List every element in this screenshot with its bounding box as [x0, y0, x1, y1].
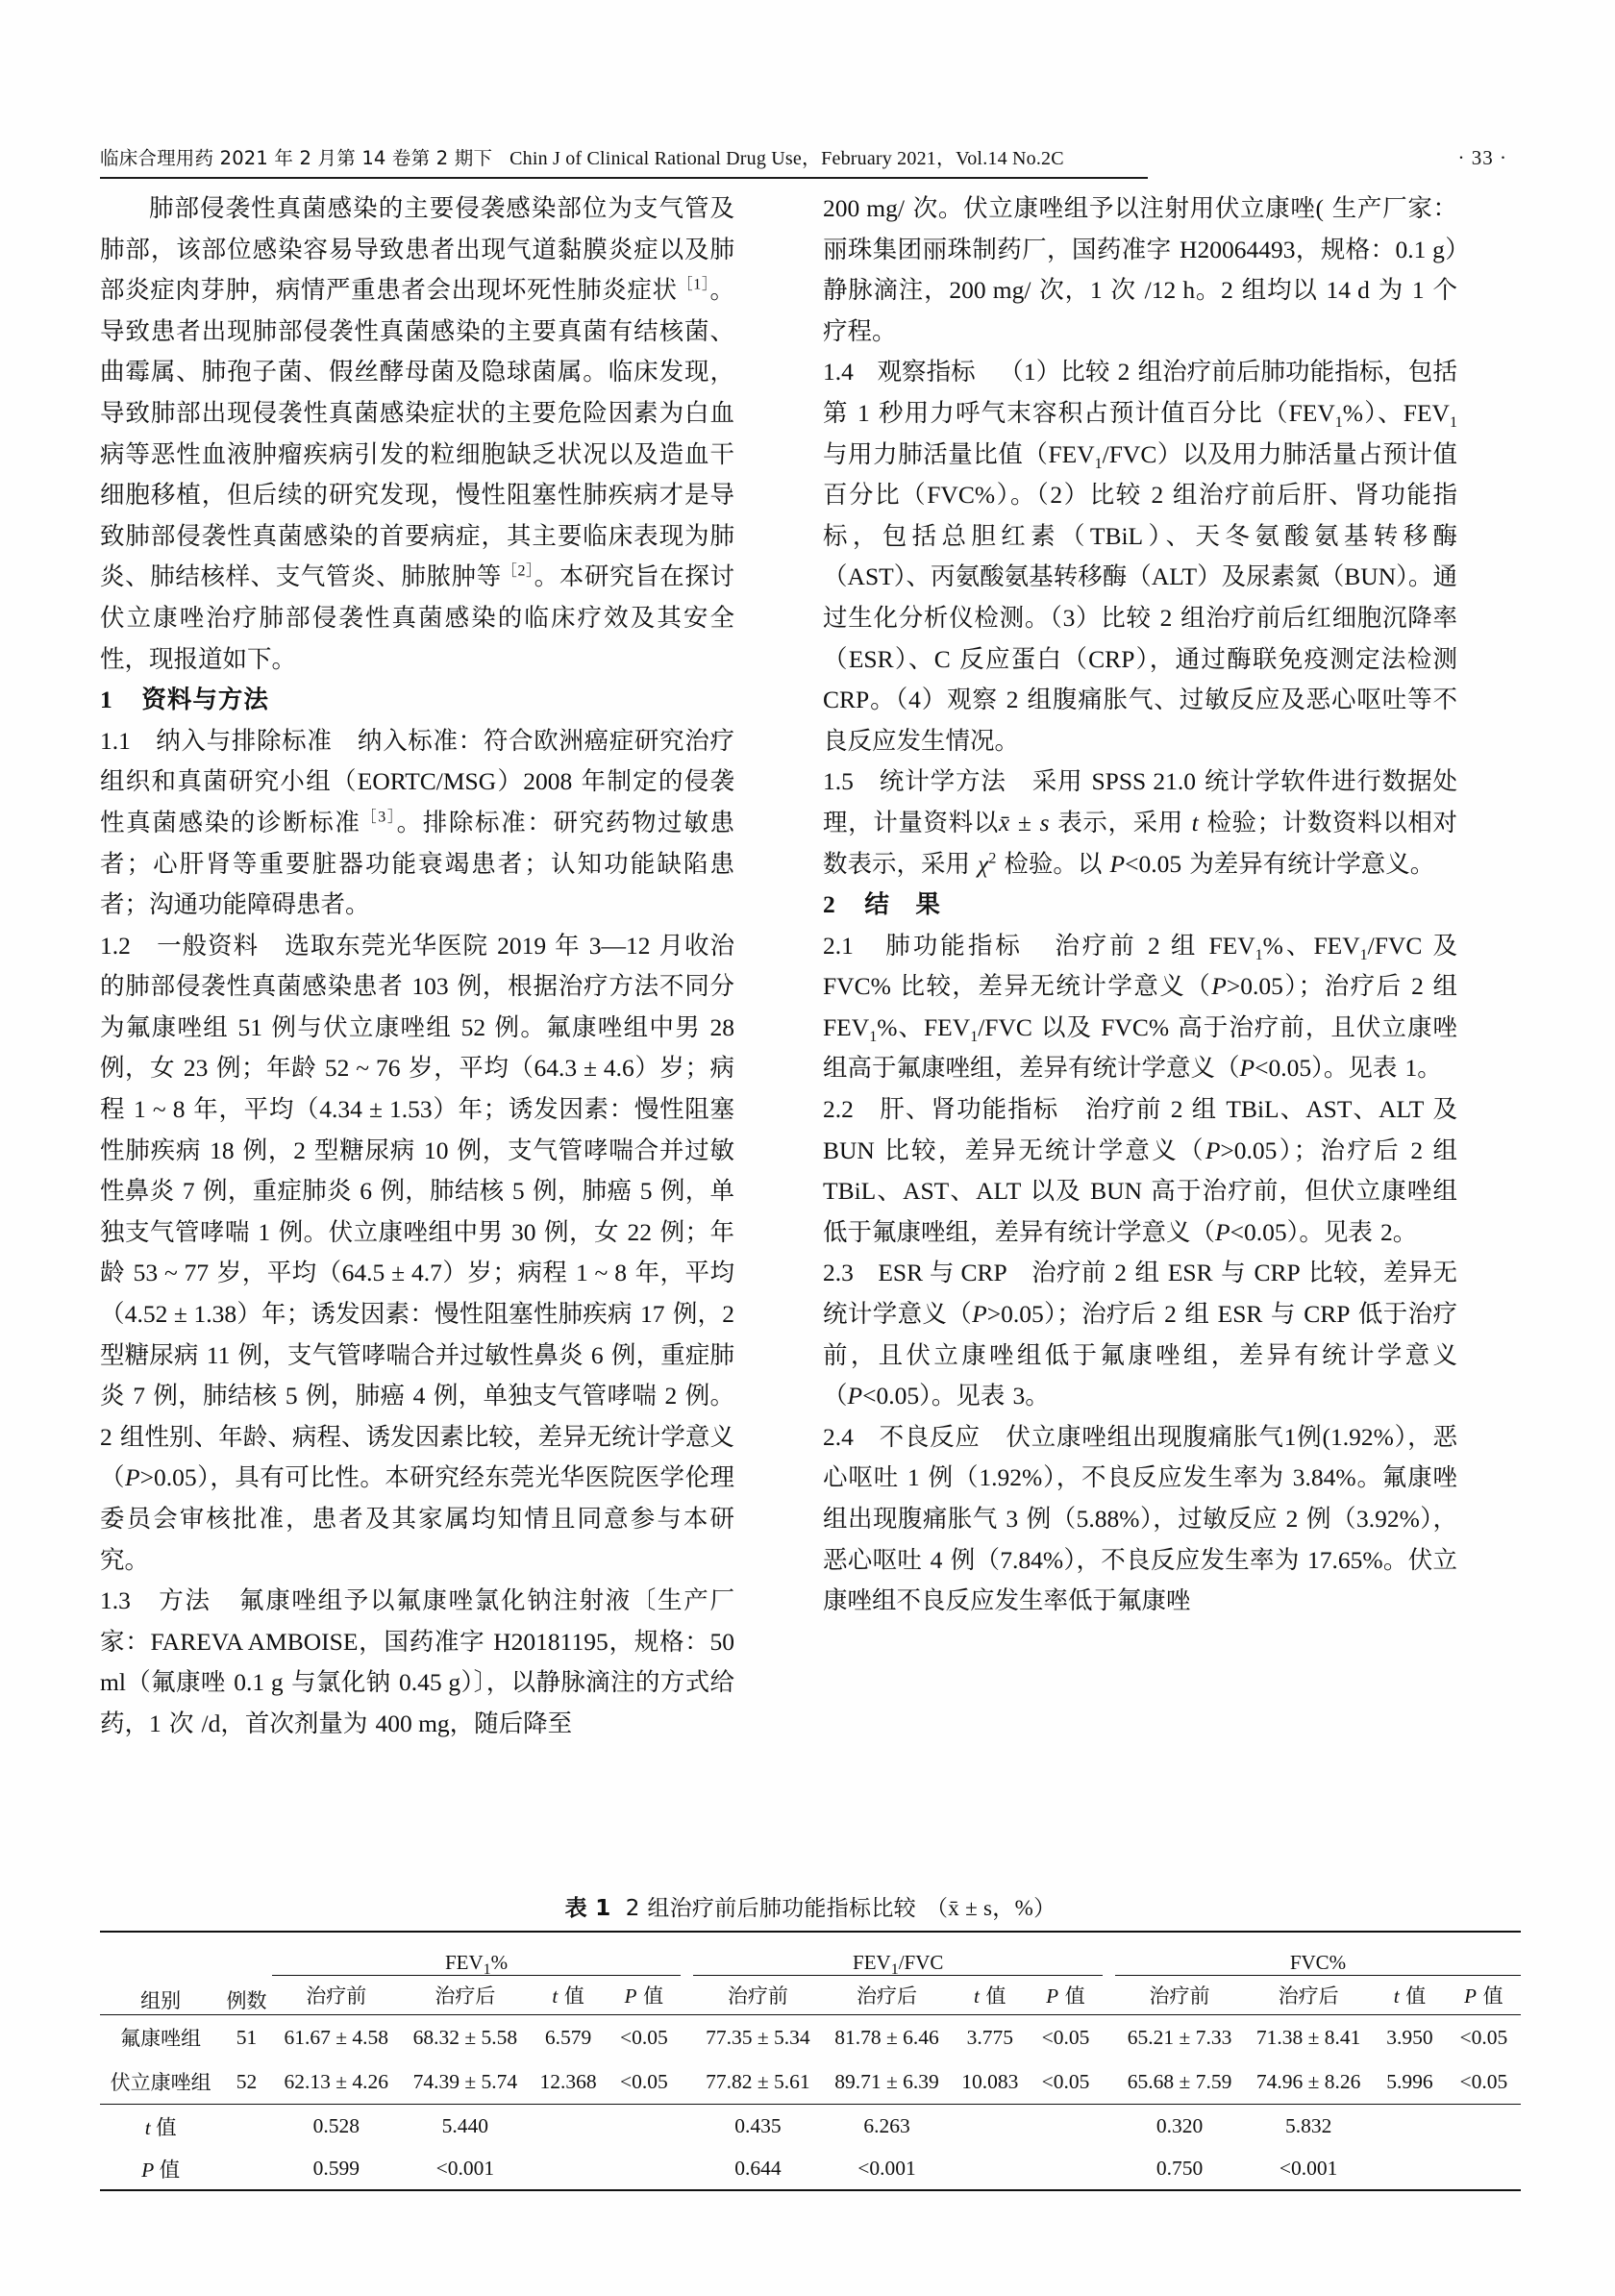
table-1-bottom-rule: [100, 2190, 1521, 2191]
table-1-subheader-fev1-pre: 治疗前: [306, 1984, 367, 2008]
table-1-row-0-fvc-p: <0.05: [1459, 2025, 1508, 2049]
table-1-caption: [100, 1890, 1521, 1922]
table-1-row-0-spacer-2: [1103, 2015, 1115, 2060]
table-row: [100, 2059, 1521, 2105]
table-1-header-group-row: [100, 1932, 1521, 1976]
table-1-row-0-fev1-t: 6.579: [544, 2025, 592, 2049]
table-1-caption-unit: （x̄ ± s，%）: [925, 1896, 1056, 1920]
table-1-header-sub-row: [100, 1976, 1521, 2015]
table-1-row-0-fev1-p: <0.05: [619, 2025, 668, 2049]
table-1: [100, 1931, 1521, 2191]
table-1-t-row-spacer-1: [681, 2105, 693, 2148]
table-1-p-row-fev1-t: [530, 2147, 607, 2190]
table-1-p-row-spacer-2: [1103, 2147, 1115, 2190]
table-1-header-fev1fvc: $FEV_1$/FVC: [693, 1932, 1103, 1976]
article-body: [100, 188, 1521, 1881]
column-left: [100, 188, 734, 1881]
table-1-row-0-ratio-pre: 77.35 ± 5.34: [706, 2025, 810, 2049]
table-row: [100, 2015, 1521, 2060]
paragraph-2-4: 2.4 不良反应 伏立康唑组出现腹痛胀气1例(1.92%），恶心呕吐 1 例（1.92%），不良反应发生率为 3.84%。氟康唑组出现腹痛胀气 3 例（5.88%），过敏反应 2 例（3.92%），恶心呕吐 4 例（7.84%），不良反应发生率为 17.65%。伏立康唑组不良反应发生率低于氟康唑: [823, 1422, 1458, 1616]
running-head-journal-en: Chin J of Clinical Rational Drug Use，February 2021，Vol.14 No.2C: [509, 148, 1064, 169]
table-1-header-group: 组别: [140, 1989, 182, 2012]
table-1-p-row-spacer-1: [681, 2147, 693, 2190]
table-1-p-row-fvc-t: [1373, 2147, 1447, 2190]
table-1-row-0-fev1-pre: 61.67 ± 4.58: [284, 2025, 389, 2049]
table-1-p-row-fev1-pre: 0.599: [312, 2156, 360, 2180]
table-1-row-0-fvc-pre: 65.21 ± 7.33: [1127, 2025, 1232, 2049]
table-1-p-row-fvc-p: [1447, 2147, 1521, 2190]
table-1-t-row-fev1-pre: 0.528: [312, 2113, 360, 2137]
table-1-subheader-ratio-p: P 值: [1046, 1984, 1085, 2008]
table-1-row-1-spacer-2: [1103, 2059, 1115, 2105]
table-1-t-row-fev1-p: [607, 2105, 681, 2148]
table-1-row-0-fvc-t: 3.950: [1386, 2025, 1433, 2049]
table-1-p-row-fvc-pre: 0.750: [1155, 2156, 1204, 2180]
table-1-subheader-fev1-p: P 值: [624, 1984, 664, 2008]
subsection-1-5-title: 统计学方法: [879, 767, 1006, 797]
table-1-caption-text: 2 组治疗前后肺功能指标比较: [625, 1896, 916, 1921]
subsection-1-2-title: 一般资料: [157, 931, 259, 961]
table-1-t-row-ratio-t: [952, 2105, 1029, 2148]
heading-section-1-title: 资料与方法: [141, 686, 269, 715]
table-1-caption-number: 表 1: [564, 1896, 611, 1921]
heading-section-1-number: 1: [100, 686, 113, 714]
table-1-p-row-ratio-p: [1029, 2147, 1103, 2190]
table-1-container: [100, 1890, 1521, 2191]
table-1-t-row-ratio-post: 6.263: [863, 2113, 910, 2137]
paragraph-1-1: 1.1 纳入与排除标准 纳入标准：符合欧洲癌症研究治疗组织和真菌研究小组（EORTC/MSG）2008 年制定的侵袭性真菌感染的诊断标准$^{[3]}$。排除标准：研究药物过敏患者；心肝肾等重要脏器功能衰竭患者；认知功能缺陷患者；沟通功能障碍患者。: [100, 726, 734, 920]
subsection-1-4-number: 1.4: [823, 358, 854, 387]
paragraph-1-5: 1.5 统计学方法 采用 SPSS 21.0 统计学软件进行数据处理，计量资料以x̄ ± s 表示，采用 t 检验；计数资料以相对数表示，采用 χ$^2$ 检验。以 P<0.05 为差异有统计学意义。: [823, 767, 1458, 879]
table-1-row-1-fev1-pre: 62.13 ± 4.26: [284, 2069, 389, 2093]
table-1-subheader-fvc-post: 治疗后: [1278, 1984, 1339, 2008]
table-1-p-row-fvc-post: <0.001: [1279, 2156, 1338, 2180]
heading-section-2-number: 2: [823, 890, 836, 919]
table-1-row-0-ratio-post: 81.78 ± 6.46: [834, 2025, 939, 2049]
paragraph-2-1: 2.1 肺功能指标 治疗前 2 组 $FEV_1\%$、$FEV_1$/FVC 及 FVC% 比较，差异无统计学意义（P>0.05）；治疗后 2 组 $FEV_1\%$、$FEV_1$/FVC 以及 FVC% 高于治疗前，且伏立康唑组高于氟康唑组，差异有统计学意义（P<0.05）。见表 1。: [823, 931, 1457, 1084]
heading-section-2: [823, 885, 1457, 926]
table-1-row-1-group: 伏立康唑组: [110, 2071, 211, 2094]
table-1-subheader-fvc-pre: 治疗前: [1149, 1984, 1210, 2008]
table-1-spacer-2: [1103, 1932, 1115, 1976]
table-1-p-row-fev1-p: [607, 2147, 681, 2190]
table-1-row-1-ratio-t: 10.083: [961, 2069, 1019, 2093]
table-row: [100, 2105, 1521, 2148]
table-1-row-0-fev1-post: 68.32 ± 5.58: [412, 2025, 518, 2049]
table-1-row-1-spacer-1: [681, 2059, 693, 2105]
table-1-subheader-fev1-post: 治疗后: [435, 1984, 496, 2008]
subsection-2-1-number: 2.1: [823, 931, 854, 960]
table-1-row-1-ratio-pre: 77.82 ± 5.61: [706, 2069, 810, 2093]
subsection-1-4-title: 观察指标: [877, 358, 976, 387]
running-head: [100, 142, 1513, 170]
running-head-journal-cn: 临床合理用药 2021 年 2 月第 14 卷第 2 期下: [100, 147, 493, 169]
table-1-t-row-fvc-p: [1447, 2105, 1521, 2148]
paragraph-2-3: 2.3 ESR 与 CRP 治疗前 2 组 ESR 与 CRP 比较，差异无统计学意义（P>0.05）；治疗后 2 组 ESR 与 CRP 低于治疗前，且伏立康唑组低于氟康唑组，差异有统计学意义（P<0.05）。见表 3。: [823, 1259, 1457, 1411]
table-1-row-1-ratio-post: 89.71 ± 6.39: [834, 2069, 939, 2093]
subsection-2-1-title: 肺功能指标: [885, 931, 1023, 961]
table-1-subheader-fev1-t: t 值: [552, 1984, 584, 2008]
table-1-t-row-label: t 值: [144, 2115, 177, 2139]
paragraph-introduction: 肺部侵袭性真菌感染的主要侵袭感染部位为支气管及肺部，该部位感染容易导致患者出现气道黏膜炎症以及肺部炎症肉芽肿，病情严重患者会出现坏死性肺炎症状$^{[1]}$。导致患者出现肺部侵袭性真菌感染的主要真菌有结核菌、曲霉属、肺孢子菌、假丝酵母菌及隐球菌属。临床发现，导致肺部出现侵袭性真菌感染症状的主要危险因素为白血病等恶性血液肿瘤疾病引发的粒细胞缺乏状况以及造血干细胞移植，但后续的研究发现，慢性阻塞性肺疾病才是导致肺部侵袭性真菌感染的首要病症，其主要临床表现为肺炎、肺结核样、支气管炎、肺脓肿等$^{[2]}$。本研究旨在探讨伏立康唑治疗肺部侵袭性真菌感染的临床疗效及其安全性，现报道如下。: [100, 194, 734, 674]
table-1-bottom-rule-row: [100, 2190, 1521, 2191]
table-1-row-1-n: 52: [236, 2069, 258, 2093]
table-1-header-fev1pct: $FEV_1\%$: [272, 1932, 682, 1976]
table-1-row-1-fvc-post: 74.96 ± 8.26: [1255, 2069, 1361, 2093]
table-1-row-1-fvc-t: 5.996: [1386, 2069, 1433, 2093]
table-1-spacer-4: [1103, 1976, 1115, 2015]
subsection-2-4-number: 2.4: [823, 1422, 854, 1451]
table-1-p-row-ratio-pre: 0.644: [734, 2156, 782, 2180]
table-1-t-row-fev1-t: [530, 2105, 607, 2148]
table-1-spacer-3: [681, 1976, 693, 2015]
paragraph-1-3: 1.3 方法 氟康唑组予以氟康唑氯化钠注射液〔生产厂家：FAREVA AMBOISE，国药准字 H20181195，规格：50 ml（氟康唑 0.1 g 与氯化钠 0.45 g）〕，以静脉滴注的方式给药，1 次 /d，首次剂量为 400 mg，随后降至: [100, 1586, 735, 1738]
subsection-1-2-number: 1.2: [100, 931, 131, 960]
subsection-2-4-title: 不良反应: [879, 1422, 981, 1452]
table-1-subheader-ratio-pre: 治疗前: [727, 1984, 788, 2008]
subsection-1-1-number: 1.1: [100, 726, 131, 755]
table-1-p-row-ratio-post: <0.001: [857, 2156, 916, 2180]
subsection-2-3-title: ESR 与 CRP: [878, 1259, 1007, 1287]
table-1-t-row-fvc-t: [1373, 2105, 1447, 2148]
table-1-t-row-ratio-pre: 0.435: [734, 2113, 782, 2137]
subsection-1-5-number: 1.5: [823, 767, 854, 796]
column-right: [823, 188, 1457, 1881]
table-1-p-row-label: P 值: [141, 2158, 181, 2182]
subsection-1-1-title: 纳入与排除标准: [156, 726, 333, 756]
table-1-subheader-fvc-t: t 值: [1393, 1984, 1427, 2008]
subsection-2-2-title: 肝、肾功能指标: [880, 1095, 1059, 1125]
table-1-p-row-n: [221, 2147, 271, 2190]
header-rule: [100, 177, 1148, 179]
table-1-t-row-spacer-2: [1103, 2105, 1115, 2148]
table-1-header-n: 例数: [226, 1989, 267, 2012]
table-1-row-1-ratio-p: <0.05: [1041, 2069, 1090, 2093]
page-number: · 33 ·: [1457, 146, 1507, 169]
table-1-row-0-ratio-p: <0.05: [1041, 2025, 1090, 2049]
subsection-2-2-number: 2.2: [823, 1095, 854, 1124]
table-1-spacer-1: [681, 1932, 693, 1976]
paragraph-2-2: 2.2 肝、肾功能指标 治疗前 2 组 TBiL、AST、ALT 及 BUN 比较，差异无统计学意义（P>0.05）；治疗后 2 组 TBiL、AST、ALT 以及 BUN 高于治疗前，但伏立康唑组低于氟康唑组，差异有统计学意义（P<0.05）。见表 2。: [823, 1095, 1457, 1247]
table-1-row-1-fvc-p: <0.05: [1459, 2069, 1508, 2093]
table-1-t-row-fvc-pre: 0.320: [1155, 2113, 1204, 2137]
subsection-1-3-number: 1.3: [100, 1586, 131, 1615]
paragraph-1-3-continued: 200 mg/ 次。伏立康唑组予以注射用伏立康唑( 生产厂家：丽珠集团丽珠制药厂，国药准字 H20064493，规格：0.1 g）静脉滴注，200 mg/ 次，1 次 /12 h。2 组均以 14 d 为 1 个疗程。: [823, 194, 1458, 346]
table-1-row-1-fvc-pre: 65.68 ± 7.59: [1127, 2069, 1232, 2093]
table-1-t-row-fev1-post: 5.440: [441, 2113, 489, 2137]
subsection-1-3-title: 方法: [159, 1586, 211, 1616]
table-1-t-row-ratio-p: [1029, 2105, 1103, 2148]
table-1-header-fvcpct: FVC%: [1115, 1932, 1521, 1976]
table-1-subheader-ratio-t: t 值: [973, 1984, 1006, 2008]
table-1-p-row-fev1-post: <0.001: [435, 2156, 495, 2180]
paragraph-1-4: 1.4 观察指标 （1）比较 2 组治疗前后肺功能指标，包括第 1 秒用力呼气末容积占预计值百分比$(FEV_1\%)$、$FEV_1$ 与用力肺活量比值$(FEV_1/FVC)$以及用力肺活量占预计值百分比（FVC%）。（2）比较 2 组治疗前后肝、肾功能指标，包括总胆红素（TBiL）、天冬氨酸氨基转移酶（AST）、丙氨酸氨基转移酶（ALT）及尿素氮（BUN）。通过生化分析仪检测。（3）比较 2 组治疗前后红细胞沉降率（ESR）、C 反应蛋白（CRP），通过酶联免疫测定法检测 CRP。（4）观察 2 组腹痛胀气、过敏反应及恶心呕吐等不良反应发生情况。: [823, 358, 1457, 756]
table-1-row-0-fvc-post: 71.38 ± 8.41: [1255, 2025, 1361, 2049]
table-1-row-1-fev1-post: 74.39 ± 5.74: [412, 2069, 518, 2093]
table-1-row-1-fev1-t: 12.368: [539, 2069, 597, 2093]
table-1-row-0-ratio-t: 3.775: [966, 2025, 1013, 2049]
table-1-subheader-ratio-post: 治疗后: [857, 1984, 917, 2008]
table-1-row-0-group: 氟康唑组: [120, 2027, 202, 2050]
running-head-citation: [100, 142, 1064, 170]
heading-section-1: [100, 680, 734, 721]
table-1-row-1-fev1-p: <0.05: [619, 2069, 668, 2093]
table-1-subheader-fvc-p: P 值: [1464, 1984, 1503, 2008]
table-1-row-0-n: 51: [236, 2025, 258, 2049]
subsection-2-3-number: 2.3: [823, 1259, 854, 1287]
table-1-p-row-ratio-t: [952, 2147, 1029, 2190]
table-1-t-row-n: [221, 2105, 271, 2148]
table-1-t-row-fvc-post: 5.832: [1284, 2113, 1332, 2137]
table-1-row-0-spacer-1: [681, 2015, 693, 2060]
heading-section-2-title: 结 果: [864, 890, 941, 920]
table-row: [100, 2147, 1521, 2190]
paragraph-1-2: 1.2 一般资料 选取东莞光华医院 2019 年 3—12 月收治的肺部侵袭性真菌感染患者 103 例，根据治疗方法不同分为氟康唑组 51 例与伏立康唑组 52 例。氟康唑组中男 28 例，女 23 例；年龄 52 ~ 76 岁，平均（64.3 ± 4.6）岁；病程 1 ~ 8 年，平均（4.34 ± 1.53）年；诱发因素：慢性阻塞性肺疾病 18 例，2 型糖尿病 10 例，支气管哮喘合并过敏性鼻炎 7 例，重症肺炎 6 例，肺结核 5 例，肺癌 5 例，单独支气管哮喘 1 例。伏立康唑组中男 30 例，女 22 例；年龄 53 ~ 77 岁，平均（64.5 ± 4.7）岁；病程 1 ~ 8 年，平均（4.52 ± 1.38）年；诱发因素：慢性阻塞性肺疾病 17 例，2 型糖尿病 11 例，支气管哮喘合并过敏性鼻炎 6 例，重症肺炎 7 例，肺结核 5 例，肺癌 4 例，单独支气管哮喘 2 例。2 组性别、年龄、病程、诱发因素比较，差异无统计学意义（P>0.05），具有可比性。本研究经东莞光华医院医学伦理委员会审核批准，患者及其家属均知情且同意参与本研究。: [100, 931, 735, 1575]
